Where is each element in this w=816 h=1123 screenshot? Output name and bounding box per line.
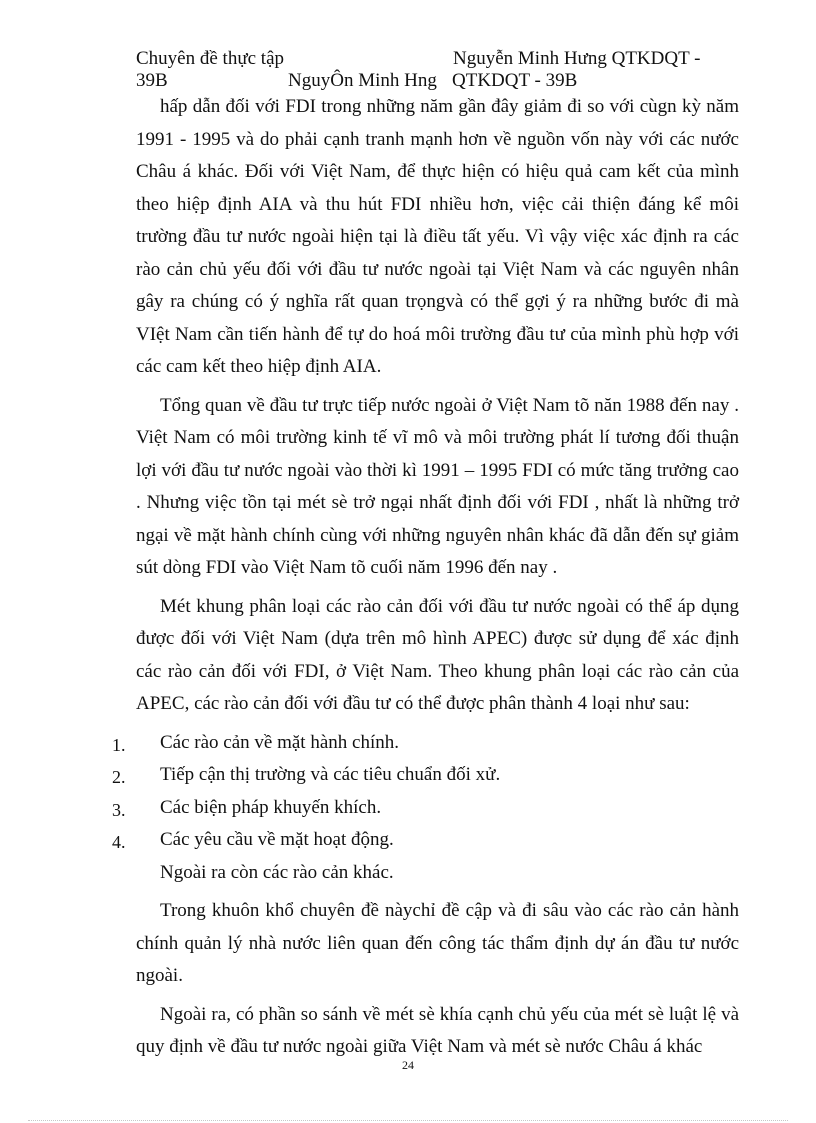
list-item-text: Các biện pháp khuyến khích. xyxy=(160,796,382,818)
paragraph-intro: hấp dẫn đối với FDI trong những năm gần đây giảm đi so với cùgn kỳ năm 1991 - 1995 và do phải cạnh tranh mạnh hơn về nguồn vốn này với các nước Châu á khác. Đối với Việt Nam, để thực hiện có hiệu quả cam kết của mình theo hiệp định AIA và thu hút FDI nhiều hơn, việc cải thiện đáng kể môi trường đầu tư nước ngoài hiện tại là điều tất yếu. Vì vậy việc xác định ra các rào cản chủ yếu đối với đầu tư nước ngoài tại Việt Nam và các nguyên nhân gây ra chúng có ý nghĩa rất quan trọngvà có thể gợi ý ra những bước đi mà VIệt Nam cần tiến hành để tự do hoá môi trường đầu tư của mình phù hợp với các cam kết theo hiệp định AIA. xyxy=(136,96,739,377)
list-item xyxy=(112,824,739,857)
list-item xyxy=(112,727,739,760)
list-item-text: Các yêu cầu về mặt hoạt động. xyxy=(160,829,394,850)
document-body xyxy=(112,91,739,1070)
barrier-list xyxy=(112,727,739,857)
header-author-code: QTKDQT - 39B xyxy=(452,70,578,91)
list-number: 4. xyxy=(112,832,126,852)
page-bottom-divider xyxy=(28,1120,788,1121)
header-author-name: NguyÔn Minh Hng xyxy=(288,70,437,91)
list-item-text: Tiếp cận thị trường và các tiêu chuẩn đối xử. xyxy=(160,764,501,785)
list-item-text: Các rào cản về mặt hành chính. xyxy=(160,731,399,753)
list-number: 1. xyxy=(112,734,126,755)
paragraph-apec-framework: Mét khung phân loại các rào cản đối với đầu tư nước ngoài có thể áp dụng được đối với Việt Nam (dựa trên mô hình APEC) được sử dụng để xác định các rào cản đối với FDI, ở Việt Nam. Theo khung phân loại các rào cản của APEC, các rào cản đối với đầu tư có thể được phân thành 4 loại như sau: xyxy=(136,595,739,714)
list-number: 2. xyxy=(112,767,126,787)
header-class-code: 39B xyxy=(136,70,168,91)
header-right-author: Nguyễn Minh Hưng QTKDQT - xyxy=(453,48,701,69)
other-barriers-note: Ngoài ra còn các rào cản khác. xyxy=(160,861,394,883)
header-left-title: Chuyên đề thực tập xyxy=(136,48,285,69)
paragraph-comparison: Ngoài ra, có phần so sánh về mét sè khía cạnh chủ yếu của mét sè luật lệ và quy định về đầu tư nước ngoài giữa Việt Nam và mét sè nước Châu á khác xyxy=(136,1003,739,1057)
list-item xyxy=(112,759,739,792)
paragraph-scope: Trong khuôn khổ chuyên đề nàychỉ đề cập và đi sâu vào các rào cản hành chính quản lý nhà nước liên quan đến công tác thẩm định dự án đầu tư nước ngoài. xyxy=(136,900,739,986)
paragraph-overview: Tổng quan về đầu tư trực tiếp nước ngoài ở Việt Nam tõ năn 1988 đến nay . Việt Nam có môi trường kinh tế vĩ mô và môi trường phát lí tương đối thuận lợi với đầu tư nước ngoài vào thời kì 1991 – 1995 FDI có mức tăng trưởng cao . Nhưng việc tồn tại mét sè trở ngại nhất định đối với FDI , nhất là những trở ngại về mặt hành chính cùng với những nguyên nhân khác đã dẫn đến sự giảm sút dòng FDI vào Việt Nam tõ cuối năm 1996 đến nay . xyxy=(136,394,739,578)
list-item xyxy=(112,792,739,825)
page-number: 24 xyxy=(402,1058,414,1072)
list-number: 3. xyxy=(112,799,126,820)
